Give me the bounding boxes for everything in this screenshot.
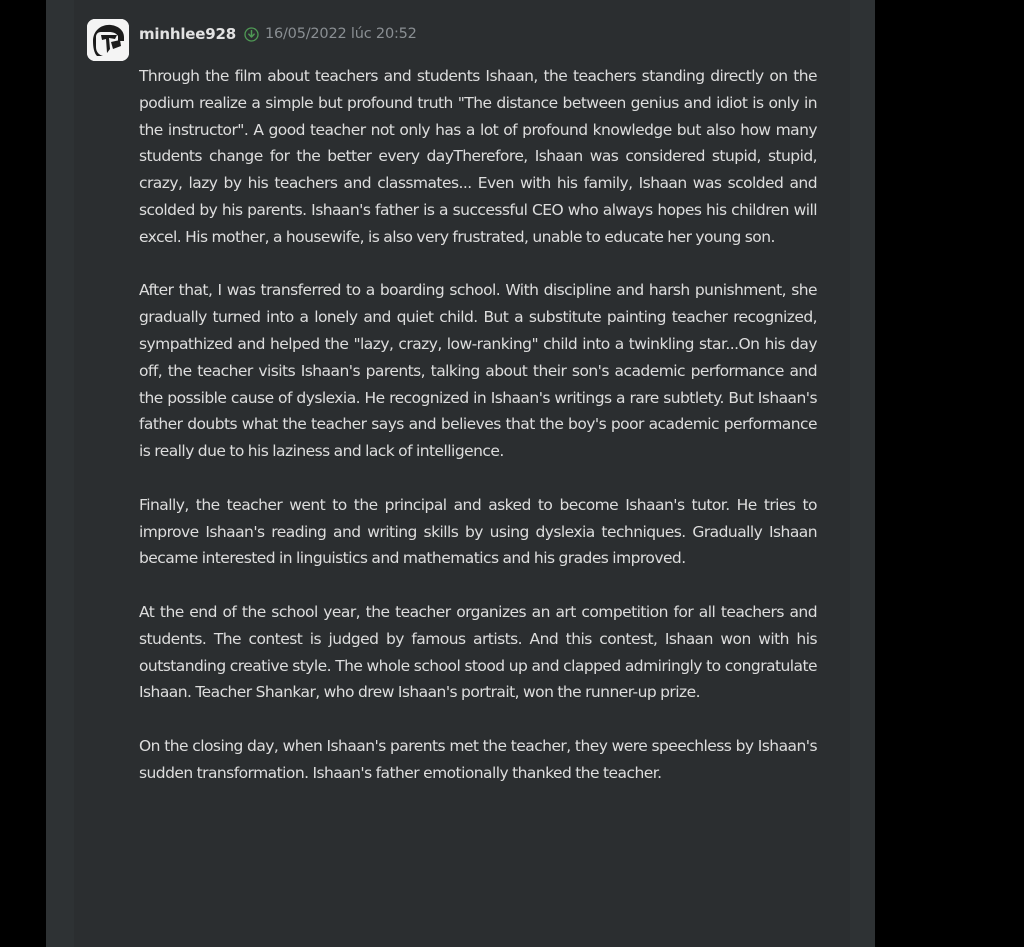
post-paragraph: On the closing day, when Ishaan's parents met the teacher, they were speechless by Ishaan's sudden transformation. Ishaan's father emotionally thanked the teacher. (139, 736, 817, 782)
avatar-image (87, 19, 129, 61)
left-gutter (46, 0, 74, 947)
avatar[interactable] (87, 19, 129, 61)
post-body (139, 63, 817, 947)
post-paragraph: After that, I was transferred to a boarding school. With discipline and harsh punishment, she gradually turned into a lonely and quiet child. But a substitute painting teacher recognized, sympathized and helped the "lazy, crazy, low-ranking" child into a twinkling star...On his day off, the teacher visits Ishaan's parents, talking about their son's academic performance and the possible cause of dyslexia. He recognized in Ishaan's writings a rare subtlety. But Ishaan's father doubts what the teacher says and believes that the boy's poor academic performance is really due to his laziness and lack of intelligence. (139, 281, 817, 461)
right-gutter (850, 0, 875, 947)
post-paragraph: At the end of the school year, the teacher organizes an art competition for all teachers and students. The contest is judged by famous artists. And this contest, Ishaan won with his outstanding creative style. The whole school stood up and clapped admiringly to congratulate Ishaan. Teacher Shankar, who drew Ishaan's portrait, won the runner-up prize. (139, 602, 817, 702)
post-paragraph: Finally, the teacher went to the principal and asked to become Ishaan's tutor. He tries to improve Ishaan's reading and writing skills by using dyslexia techniques. Gradually Ishaan became interested in linguistics and mathematics and his grades improved. (139, 495, 817, 568)
username-link[interactable]: minhlee928 (139, 25, 236, 43)
post-paragraph: Through the film about teachers and students Ishaan, the teachers standing directly on the podium realize a simple but profound truth "The distance between genius and idiot is only in the instructor". A good teacher not only has a lot of profound knowledge but also how many students change for the better every dayTherefore, Ishaan was considered stupid, stupid, crazy, lazy by his teachers and classmates... Even with his family, Ishaan was scolded and scolded by his parents. Ishaan's father is a successful CEO who always hopes his children will excel. His mother, a housewife, is also very frustrated, unable to educate her young son. (139, 67, 817, 246)
post-header (139, 23, 417, 45)
download-circle-icon (244, 27, 259, 42)
post-timestamp[interactable]: 16/05/2022 lúc 20:52 (264, 26, 417, 42)
